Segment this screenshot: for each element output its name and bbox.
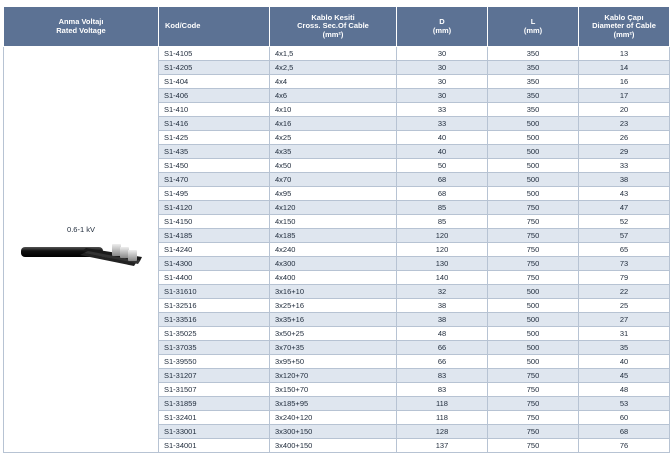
cell-l: 500 bbox=[488, 285, 579, 299]
voltage-cell bbox=[4, 47, 159, 453]
cell-code: S1-34001 bbox=[159, 439, 270, 453]
cell-l: 350 bbox=[488, 61, 579, 75]
cell-l: 500 bbox=[488, 299, 579, 313]
cell-diameter: 73 bbox=[579, 257, 670, 271]
cell-section: 3x300+150 bbox=[270, 425, 397, 439]
cell-code: S1-470 bbox=[159, 173, 270, 187]
cell-diameter: 17 bbox=[579, 89, 670, 103]
cell-section: 3x35+16 bbox=[270, 313, 397, 327]
cell-d: 33 bbox=[397, 103, 488, 117]
cell-code: S1-4400 bbox=[159, 271, 270, 285]
cell-d: 30 bbox=[397, 47, 488, 61]
cell-l: 500 bbox=[488, 131, 579, 145]
cell-section: 4x185 bbox=[270, 229, 397, 243]
cell-section: 3x120+70 bbox=[270, 369, 397, 383]
cell-code: S1-4205 bbox=[159, 61, 270, 75]
cell-section: 4x25 bbox=[270, 131, 397, 145]
cell-d: 48 bbox=[397, 327, 488, 341]
cell-code: S1-4185 bbox=[159, 229, 270, 243]
cell-diameter: 47 bbox=[579, 201, 670, 215]
cell-code: S1-4300 bbox=[159, 257, 270, 271]
cell-d: 120 bbox=[397, 229, 488, 243]
cell-l: 750 bbox=[488, 397, 579, 411]
table-row bbox=[4, 47, 670, 61]
cell-code: S1-425 bbox=[159, 131, 270, 145]
cell-l: 500 bbox=[488, 355, 579, 369]
cable-illustration-icon bbox=[20, 241, 148, 267]
cell-l: 500 bbox=[488, 341, 579, 355]
voltage-label: 0.6-1 kV bbox=[67, 225, 95, 234]
cell-diameter: 35 bbox=[579, 341, 670, 355]
cell-diameter: 29 bbox=[579, 145, 670, 159]
cell-section: 3x185+95 bbox=[270, 397, 397, 411]
cell-diameter: 43 bbox=[579, 187, 670, 201]
cell-code: S1-35025 bbox=[159, 327, 270, 341]
cell-code: S1-31859 bbox=[159, 397, 270, 411]
cell-d: 118 bbox=[397, 411, 488, 425]
cell-code: S1-33516 bbox=[159, 313, 270, 327]
header-diameter: Kablo Çapı Diameter of Cable (mm²) bbox=[579, 7, 670, 47]
cell-code: S1-33001 bbox=[159, 425, 270, 439]
cell-l: 750 bbox=[488, 201, 579, 215]
cell-section: 3x95+50 bbox=[270, 355, 397, 369]
cell-diameter: 57 bbox=[579, 229, 670, 243]
cell-l: 350 bbox=[488, 103, 579, 117]
cell-l: 500 bbox=[488, 117, 579, 131]
cell-section: 4x95 bbox=[270, 187, 397, 201]
cell-diameter: 25 bbox=[579, 299, 670, 313]
cell-code: S1-410 bbox=[159, 103, 270, 117]
cell-d: 32 bbox=[397, 285, 488, 299]
cell-d: 30 bbox=[397, 61, 488, 75]
cell-l: 750 bbox=[488, 243, 579, 257]
cell-code: S1-31610 bbox=[159, 285, 270, 299]
cell-code: S1-435 bbox=[159, 145, 270, 159]
header-row bbox=[4, 7, 670, 47]
header-code: Kod/Code bbox=[159, 7, 270, 47]
cell-l: 750 bbox=[488, 229, 579, 243]
cell-d: 130 bbox=[397, 257, 488, 271]
cell-d: 83 bbox=[397, 383, 488, 397]
cell-l: 750 bbox=[488, 411, 579, 425]
cell-diameter: 27 bbox=[579, 313, 670, 327]
cell-code: S1-4105 bbox=[159, 47, 270, 61]
cable-spec-table bbox=[3, 6, 670, 453]
cell-diameter: 33 bbox=[579, 159, 670, 173]
cell-d: 85 bbox=[397, 201, 488, 215]
cell-d: 128 bbox=[397, 425, 488, 439]
cell-section: 3x150+70 bbox=[270, 383, 397, 397]
cell-d: 85 bbox=[397, 215, 488, 229]
cell-code: S1-4150 bbox=[159, 215, 270, 229]
cell-code: S1-406 bbox=[159, 89, 270, 103]
cell-l: 750 bbox=[488, 369, 579, 383]
cell-l: 750 bbox=[488, 439, 579, 453]
cell-l: 500 bbox=[488, 159, 579, 173]
cell-code: S1-32516 bbox=[159, 299, 270, 313]
cell-d: 137 bbox=[397, 439, 488, 453]
cell-diameter: 45 bbox=[579, 369, 670, 383]
cell-l: 750 bbox=[488, 425, 579, 439]
cell-l: 500 bbox=[488, 187, 579, 201]
header-section: Kablo Kesiti Cross. Sec.Of Cable (mm²) bbox=[270, 7, 397, 47]
cell-d: 140 bbox=[397, 271, 488, 285]
cell-diameter: 60 bbox=[579, 411, 670, 425]
cell-diameter: 22 bbox=[579, 285, 670, 299]
cell-d: 68 bbox=[397, 187, 488, 201]
cell-d: 66 bbox=[397, 355, 488, 369]
cell-diameter: 13 bbox=[579, 47, 670, 61]
cell-section: 4x1,5 bbox=[270, 47, 397, 61]
cell-code: S1-4240 bbox=[159, 243, 270, 257]
header-voltage: Anma Voltajı Rated Voltage bbox=[4, 7, 159, 47]
cell-code: S1-404 bbox=[159, 75, 270, 89]
cell-d: 33 bbox=[397, 117, 488, 131]
cell-section: 3x25+16 bbox=[270, 299, 397, 313]
cell-code: S1-31507 bbox=[159, 383, 270, 397]
cell-l: 350 bbox=[488, 75, 579, 89]
cell-section: 4x50 bbox=[270, 159, 397, 173]
cell-section: 4x16 bbox=[270, 117, 397, 131]
cell-section: 4x150 bbox=[270, 215, 397, 229]
cell-diameter: 14 bbox=[579, 61, 670, 75]
cell-l: 750 bbox=[488, 257, 579, 271]
cell-section: 4x35 bbox=[270, 145, 397, 159]
cell-l: 500 bbox=[488, 145, 579, 159]
cell-d: 83 bbox=[397, 369, 488, 383]
cell-d: 50 bbox=[397, 159, 488, 173]
spec-table-wrapper bbox=[3, 6, 669, 453]
cell-diameter: 20 bbox=[579, 103, 670, 117]
cell-diameter: 79 bbox=[579, 271, 670, 285]
cell-diameter: 53 bbox=[579, 397, 670, 411]
cell-d: 38 bbox=[397, 313, 488, 327]
cell-code: S1-416 bbox=[159, 117, 270, 131]
cell-l: 500 bbox=[488, 327, 579, 341]
cell-diameter: 76 bbox=[579, 439, 670, 453]
cell-section: 4x70 bbox=[270, 173, 397, 187]
cell-d: 38 bbox=[397, 299, 488, 313]
cell-code: S1-37035 bbox=[159, 341, 270, 355]
cell-code: S1-4120 bbox=[159, 201, 270, 215]
cell-diameter: 16 bbox=[579, 75, 670, 89]
header-l: L (mm) bbox=[488, 7, 579, 47]
cell-diameter: 40 bbox=[579, 355, 670, 369]
cell-section: 4x300 bbox=[270, 257, 397, 271]
cell-diameter: 68 bbox=[579, 425, 670, 439]
cell-d: 30 bbox=[397, 75, 488, 89]
cell-diameter: 31 bbox=[579, 327, 670, 341]
cell-diameter: 65 bbox=[579, 243, 670, 257]
cell-l: 350 bbox=[488, 47, 579, 61]
cell-section: 3x240+120 bbox=[270, 411, 397, 425]
cell-code: S1-31207 bbox=[159, 369, 270, 383]
cell-diameter: 23 bbox=[579, 117, 670, 131]
cell-diameter: 26 bbox=[579, 131, 670, 145]
cell-section: 4x10 bbox=[270, 103, 397, 117]
cell-diameter: 48 bbox=[579, 383, 670, 397]
cell-section: 4x400 bbox=[270, 271, 397, 285]
cell-code: S1-450 bbox=[159, 159, 270, 173]
cell-section: 3x16+10 bbox=[270, 285, 397, 299]
cell-code: S1-39550 bbox=[159, 355, 270, 369]
cell-d: 68 bbox=[397, 173, 488, 187]
cell-section: 3x400+150 bbox=[270, 439, 397, 453]
cell-diameter: 52 bbox=[579, 215, 670, 229]
cell-section: 3x70+35 bbox=[270, 341, 397, 355]
cell-d: 120 bbox=[397, 243, 488, 257]
cell-d: 30 bbox=[397, 89, 488, 103]
cell-section: 4x120 bbox=[270, 201, 397, 215]
header-d: D (mm) bbox=[397, 7, 488, 47]
cell-l: 350 bbox=[488, 89, 579, 103]
cell-l: 750 bbox=[488, 383, 579, 397]
cell-l: 500 bbox=[488, 313, 579, 327]
cell-section: 3x50+25 bbox=[270, 327, 397, 341]
cell-d: 118 bbox=[397, 397, 488, 411]
cell-d: 66 bbox=[397, 341, 488, 355]
cell-section: 4x240 bbox=[270, 243, 397, 257]
cell-d: 40 bbox=[397, 131, 488, 145]
cell-l: 750 bbox=[488, 215, 579, 229]
cell-code: S1-32401 bbox=[159, 411, 270, 425]
cell-code: S1-495 bbox=[159, 187, 270, 201]
table-body bbox=[4, 47, 670, 453]
cell-section: 4x4 bbox=[270, 75, 397, 89]
cell-section: 4x2,5 bbox=[270, 61, 397, 75]
cell-l: 500 bbox=[488, 173, 579, 187]
cell-diameter: 38 bbox=[579, 173, 670, 187]
cell-section: 4x6 bbox=[270, 89, 397, 103]
cell-l: 750 bbox=[488, 271, 579, 285]
cell-d: 40 bbox=[397, 145, 488, 159]
